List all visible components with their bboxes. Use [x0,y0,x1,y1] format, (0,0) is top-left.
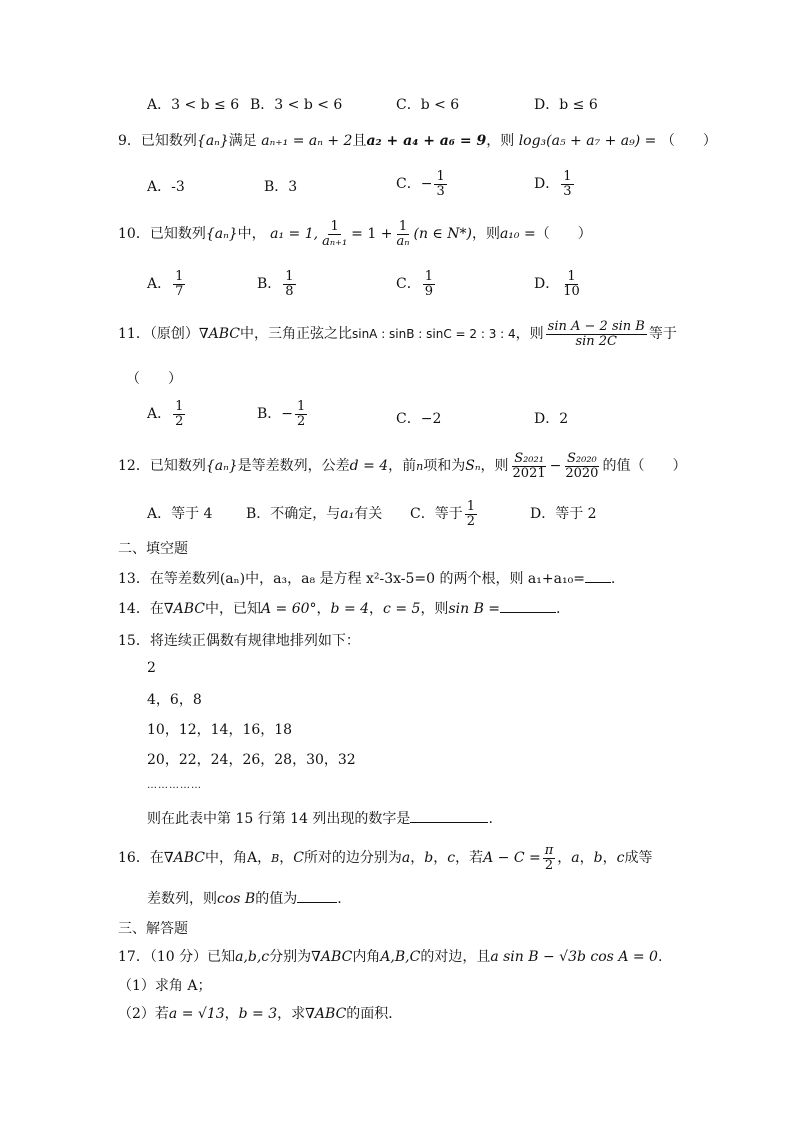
q16-line-2: 差数列，则cos B的值为 . [147,888,342,908]
q11-option-c: C．−2 [396,411,442,427]
q9-option-c: C．− $\frac{1}{3}$ [396,169,445,199]
q15-answer-blank [410,808,488,823]
q14-answer-blank [500,598,556,613]
q9-option-d: D． $\frac{1}{3}$ [534,169,572,199]
q12-option-b: B．不确定，与a₁有关 [246,506,383,522]
q11-option-b: B．− $\frac{1}{2}$ [257,399,306,429]
q12-option-d: D．等于 2 [530,506,597,522]
q8-option-d: D．b ≤ 6 [534,97,598,113]
section-solution-heading: 三、解答题 [118,921,188,937]
q8-option-c: C．b < 6 [396,97,460,113]
question-12: 12．已知数列{aₙ}是等差数列，公差d = 4，前n项和为Sₙ，则 $\frac{\text{S₂₀₂₁}}{2021}$ − $\frac{\text{S₂₀₂₀}}{2020}$ 的值（ ） [118,451,687,481]
question-10: 10．已知数列{aₙ}中， a₁ = 1, $\frac{1}{\text{aₙ₊₁}}$ = 1 + $\frac{1}{\text{aₙ}}$ (n ∈ N*)，则a₁₀ =（ ） [118,219,592,249]
q15-question: 则在此表中第 15 行第 14 列出现的数字是 . [147,808,493,828]
q9-option-a: A．-3 [147,179,185,195]
question-17: 17．（10 分）已知a,b,c分别为∇ABC内角A,B,C的对边，且a sin B − √3b cos A = 0. [118,949,663,965]
q11-answer-paren: （ ） [126,371,182,387]
q10-options [0,269,794,299]
q17-part-1: （1）求角 A； [118,978,212,994]
question-9: 9．已知数列{aₙ}满足 aₙ₊₁ = aₙ + 2且a₂ + a₄ + a₆ = 9，则 log₃(a₅ + a₇ + a₉) = （ ） [118,133,717,149]
q10-option-c: C． $\frac{1}{9}$ [396,269,433,299]
q8-option-a: A．3 < b ≤ 6 [147,97,240,113]
q15-line-1: 2 [147,660,156,676]
q16-answer-blank [297,888,337,903]
q10-option-a: A． $\frac{1}{7}$ [147,269,184,299]
q15-ellipsis: …………… [147,780,202,791]
q8-option-b: B．3 < b < 6 [250,97,343,113]
q8-options [0,94,794,118]
question-13: 13．在等差数列(aₙ)中，a₃，a₈ 是方程 x²-3x-5=0 的两个根，则 a₁+a₁₀= . [118,568,615,588]
q9-options [0,169,794,199]
q12-option-a: A．等于 4 [147,506,213,522]
q13-answer-blank [585,568,611,583]
question-14: 14．在∇ABC中，已知A = 60°，b = 4，c = 5，则sin B = . [118,598,561,618]
section-fill-in-heading: 二、填空题 [118,541,188,557]
q9-option-b: B．3 [264,179,298,195]
q12-options [0,499,794,529]
q11-options [0,399,794,429]
question-15: 15．将连续正偶数有规律地排列如下： [118,633,360,649]
q10-option-d: D． $\frac{1}{10}$ [534,269,580,299]
q11-option-a: A． $\frac{1}{2}$ [147,399,184,429]
question-11: 11．（原创）∇ABC中，三角正弦之比sinA : sinB : sinC = 2 : 3 : 4，则 $\frac{\text{sin A − 2 sin B}}{\sin 2C}$ 等于 [118,319,677,349]
q15-line-3: 10，12，14，16，18 [147,722,293,738]
q12-option-c: C．等于 $\frac{1}{2}$ [410,499,475,529]
q15-line-2: 4，6，8 [147,692,202,708]
q11-option-d: D．2 [534,411,569,427]
question-16: 16．在∇ABC中，角A，B，C所对的边分别为a，b，c，若A − C = $\frac{\pi}{2}$ ，a，b，c成等 [118,843,653,873]
q10-option-b: B． $\frac{1}{8}$ [257,269,294,299]
q15-line-4: 20，22，24，26，28，30，32 [147,752,356,768]
q17-part-2: （2）若a = √13，b = 3，求∇ABC的面积． [118,1006,403,1022]
